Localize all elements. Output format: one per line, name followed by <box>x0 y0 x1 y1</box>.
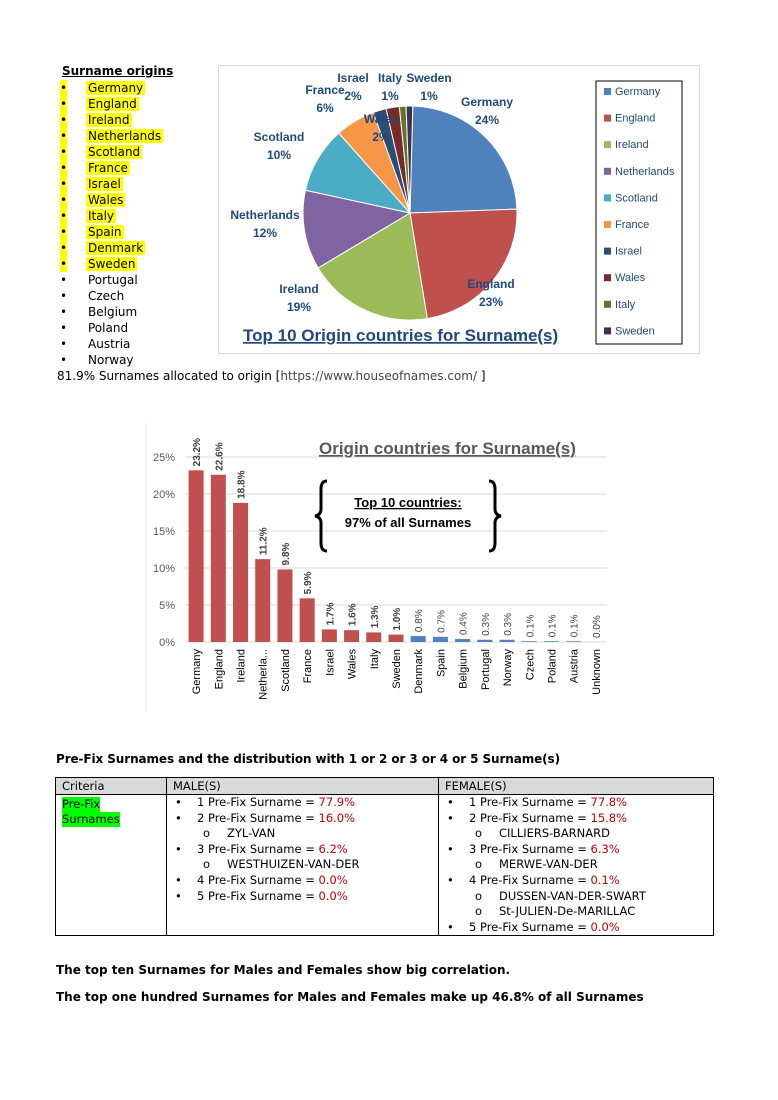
bar <box>233 503 248 642</box>
bullet-icon: • <box>60 193 68 207</box>
bullet-icon: • <box>447 795 454 809</box>
bar-data-label: 0.1% <box>547 614 559 638</box>
prefix-item-value: 0.0% <box>318 888 348 903</box>
pie-chart-title: Top 10 Origin countries for Surname(s) <box>243 326 559 345</box>
bullet-icon: • <box>60 241 68 255</box>
legend-entry: Italy <box>615 298 636 311</box>
prefix-item-text: 4 Pre-Fix Surname = <box>197 872 319 887</box>
x-tick-label: Sweden <box>391 649 403 689</box>
origin-item <box>58 240 163 256</box>
origin-item <box>58 352 163 368</box>
bar-data-label: 0.1% <box>569 614 581 638</box>
summary-top-ten: The top ten Surnames for Males and Females show big correlation. <box>56 963 511 977</box>
pie-data-label: Germany 24% <box>460 95 514 127</box>
bullet-icon: • <box>175 795 182 809</box>
origin-item-label: Israel <box>88 177 121 191</box>
y-tick-label: 0% <box>159 637 175 649</box>
prefix-example <box>175 826 438 842</box>
bar <box>366 632 381 642</box>
bar <box>300 598 315 642</box>
female-cell <box>439 795 714 936</box>
bar-data-label: 18.8% <box>236 470 248 499</box>
x-tick-label: Israel <box>324 649 337 676</box>
bullet-icon: • <box>175 872 182 887</box>
pie-data-label: France 6% <box>305 83 345 115</box>
male-header: MALE(S) <box>167 778 439 795</box>
prefix-item-text: 4 Pre-Fix Surname = <box>469 872 591 887</box>
prefix-item-text: 3 Pre-Fix Surname = <box>197 841 319 856</box>
prefix-example <box>447 857 713 873</box>
circle-bullet-icon: o <box>475 904 483 919</box>
origin-item <box>58 288 163 304</box>
prefix-item-value: 0.0% <box>590 919 620 934</box>
x-tick-label: Scotland <box>279 649 292 692</box>
summary-top-hundred: The top one hundred Surnames for Males and Females make up 46.8% of all Surnames <box>56 990 644 1004</box>
prefix-item-value: 6.2% <box>318 841 348 856</box>
prefix-item-text: 5 Pre-Fix Surname = <box>469 919 591 934</box>
left-brace <box>315 481 327 551</box>
prefix-example-text: CILLIERS-BARNARD <box>499 826 610 841</box>
origin-item-label: France <box>88 161 128 175</box>
origin-item-label: Czech <box>88 289 125 303</box>
bullet-icon: • <box>60 113 68 127</box>
legend-swatch <box>604 248 611 255</box>
pie-legend <box>596 81 682 344</box>
bar <box>411 636 426 642</box>
origin-item <box>58 208 163 224</box>
prefix-item-text: 2 Pre-Fix Surname = <box>469 810 591 825</box>
prefix-example-text: ZYL-VAN <box>227 826 276 841</box>
prefix-item <box>447 920 713 936</box>
legend-swatch <box>604 274 611 281</box>
origin-item-label: Wales <box>88 193 124 207</box>
bar-data-label: 11.2% <box>258 527 270 556</box>
bullet-icon: • <box>60 81 68 95</box>
prefix-item <box>175 873 438 889</box>
bar <box>477 640 492 642</box>
prefix-item-text: 5 Pre-Fix Surname = <box>197 888 319 903</box>
bar <box>389 635 404 642</box>
origin-item-label: Spain <box>88 225 122 239</box>
origin-item-label: Denmark <box>88 241 144 255</box>
pie-data-label: Italy 1% <box>377 71 403 103</box>
legend-entry: Wales <box>615 272 646 285</box>
origin-item <box>58 80 163 96</box>
origin-item <box>58 144 163 160</box>
bullet-icon: • <box>60 321 68 335</box>
bar <box>455 639 470 642</box>
bar-data-label: 9.8% <box>280 542 292 566</box>
legend-swatch <box>604 115 611 122</box>
pie-data-label: Israel 2% <box>337 71 369 103</box>
bullet-icon: • <box>447 919 454 934</box>
origin-item-label: Portugal <box>88 273 138 287</box>
bar-data-label: 1.0% <box>392 607 403 631</box>
bar-data-label: 22.6% <box>214 442 226 471</box>
prefix-item-value: 77.8% <box>590 795 628 809</box>
bar-data-label: 1.7% <box>325 602 337 626</box>
origin-item <box>58 192 163 208</box>
x-tick-label: Austria <box>568 649 581 684</box>
circle-bullet-icon: o <box>475 826 483 841</box>
x-tick-label: Norway <box>502 649 515 687</box>
bar-data-label: 0.8% <box>414 609 426 633</box>
y-tick-label: 15% <box>152 526 175 538</box>
x-tick-label: Poland <box>546 649 559 684</box>
bullet-icon: • <box>60 209 68 223</box>
x-tick-label: Wales <box>346 649 359 680</box>
prefix-item <box>447 811 713 827</box>
legend-swatch <box>604 168 611 175</box>
origin-item-label: Italy <box>88 209 115 223</box>
pie-data-label: Ireland 19% <box>279 282 319 314</box>
prefix-item <box>447 873 713 889</box>
female-header: FEMALE(S) <box>439 778 714 795</box>
prefix-item-value: 15.8% <box>590 810 628 825</box>
legend-entry: Sweden <box>615 325 655 338</box>
x-tick-label: England <box>213 649 226 690</box>
legend-swatch <box>604 327 611 334</box>
circle-bullet-icon: o <box>203 857 211 872</box>
origin-item-label: Germany <box>88 81 144 95</box>
bar-data-label: 0.1% <box>525 614 537 638</box>
pie-chart <box>219 66 699 353</box>
legend-swatch <box>604 301 611 308</box>
prefix-item-value: 77.9% <box>318 795 356 809</box>
pie-data-label: Wales 2% <box>363 112 399 144</box>
male-cell <box>167 795 439 936</box>
x-tick-label: Czech <box>524 649 537 681</box>
prefix-item <box>175 795 438 811</box>
pie-chart-box <box>218 65 700 354</box>
legend-entry: Netherlands <box>615 165 675 178</box>
x-tick-label: Portugal <box>479 649 492 690</box>
prefix-item <box>175 811 438 827</box>
bar-chart-box <box>145 423 609 711</box>
prefix-item-text: 1 Pre-Fix Surname = <box>197 795 319 809</box>
y-tick-label: 20% <box>152 489 175 501</box>
x-tick-label: Germany <box>191 649 204 695</box>
surname-origins-title: Surname origins <box>62 64 174 78</box>
bar-chart <box>145 423 609 711</box>
allocation-note-close: ] <box>477 369 486 383</box>
right-brace <box>489 481 501 551</box>
bullet-icon: • <box>447 810 454 825</box>
y-tick-label: 25% <box>152 452 175 464</box>
prefix-item <box>175 889 438 905</box>
origin-item-label: Austria <box>88 337 131 351</box>
prefix-item-value: 16.0% <box>318 810 356 825</box>
bullet-icon: • <box>60 129 68 143</box>
prefix-example-text: St-JULIEN-De-MARILLAC <box>499 904 636 919</box>
bullet-icon: • <box>60 305 68 319</box>
origin-item <box>58 256 163 272</box>
bullet-icon: • <box>60 273 68 287</box>
prefix-item <box>175 842 438 858</box>
x-tick-label: France <box>302 649 315 684</box>
legend-swatch <box>604 221 611 228</box>
prefix-heading: Pre-Fix Surnames and the distribution with 1 or 2 or 3 or 4 or 5 Surname(s) <box>56 752 560 766</box>
bar-data-label: 0.3% <box>480 612 492 636</box>
origin-item <box>58 112 163 128</box>
bullet-icon: • <box>60 337 68 351</box>
bullet-icon: • <box>447 872 454 887</box>
prefix-example <box>175 857 438 873</box>
bar <box>189 470 204 642</box>
legend-swatch <box>604 194 611 201</box>
bar-data-label: 0.4% <box>458 612 470 636</box>
bullet-icon: • <box>447 841 454 856</box>
prefix-item <box>447 795 713 811</box>
criteria-cell <box>56 795 167 936</box>
bar-annotation-line1: Top 10 countries: <box>354 495 462 510</box>
origin-item-label: Netherlands <box>88 129 162 143</box>
allocation-note <box>57 369 486 383</box>
origin-item-label: Norway <box>88 353 134 367</box>
origin-item <box>58 272 163 288</box>
prefix-item-value: 0.0% <box>318 872 348 887</box>
bar-annotation-line2: 97% of all Surnames <box>344 515 472 530</box>
legend-entry: France <box>615 219 650 231</box>
pie-slice <box>410 106 517 213</box>
bar <box>211 475 226 642</box>
legend-swatch <box>604 88 611 95</box>
y-tick-label: 10% <box>152 563 175 575</box>
prefix-table-header-row <box>56 778 714 795</box>
prefix-item-text: 1 Pre-Fix Surname = <box>469 795 591 809</box>
origin-item <box>58 304 163 320</box>
prefix-item-text: 3 Pre-Fix Surname = <box>469 841 591 856</box>
bullet-icon: • <box>175 888 182 903</box>
bar-chart-title: Origin countries for Surname(s) <box>319 439 576 458</box>
x-tick-label: Denmark <box>413 649 426 694</box>
bar-data-label: 0.0% <box>591 615 603 638</box>
x-tick-label: Netherla... <box>257 649 270 700</box>
pie-data-label: England 23% <box>467 277 515 309</box>
bullet-icon: • <box>60 177 68 191</box>
prefix-item <box>447 842 713 858</box>
legend-entry: Scotland <box>615 192 658 205</box>
prefix-item-value: 6.3% <box>590 841 620 856</box>
origin-item-label: Sweden <box>88 257 136 271</box>
x-tick-label: Italy <box>368 649 381 670</box>
bar-data-label: 23.2% <box>192 437 204 467</box>
x-tick-label: Belgium <box>457 649 470 689</box>
prefix-example-text: MERWE-VAN-DER <box>499 857 598 872</box>
x-tick-label: Ireland <box>235 649 248 683</box>
bullet-icon: • <box>175 810 182 825</box>
bar <box>277 569 292 642</box>
bullet-icon: • <box>60 225 68 239</box>
prefix-table-row <box>56 795 714 936</box>
bar-data-label: 1.3% <box>369 605 381 629</box>
bullet-icon: • <box>60 289 68 303</box>
prefix-example <box>447 826 713 842</box>
circle-bullet-icon: o <box>475 857 483 872</box>
bullet-icon: • <box>60 97 68 111</box>
bullet-icon: • <box>60 353 68 367</box>
circle-bullet-icon: o <box>475 888 483 903</box>
houseofnames-link[interactable]: https://www.houseofnames.com/ <box>280 369 478 383</box>
origin-item <box>58 224 163 240</box>
criteria-label-line1: Pre-Fix <box>62 797 101 811</box>
pie-data-label: Netherlands 12% <box>230 208 300 240</box>
origin-item <box>58 160 163 176</box>
female-prefix-list <box>439 795 713 935</box>
bar <box>500 640 515 642</box>
prefix-example-text: WESTHUIZEN-VAN-DER <box>227 857 360 872</box>
y-tick-label: 5% <box>159 600 175 612</box>
prefix-example-text: DUSSEN-VAN-DER-SWART <box>499 888 646 903</box>
origin-item <box>58 128 163 144</box>
pie-data-label: Scotland 10% <box>253 130 305 162</box>
prefix-table <box>55 777 714 936</box>
bar <box>322 629 337 642</box>
bar-data-label: 1.6% <box>347 603 359 627</box>
origin-item-label: England <box>88 97 137 111</box>
origin-item <box>58 96 163 112</box>
prefix-example <box>447 889 713 905</box>
prefix-example <box>447 904 713 920</box>
bar-data-label: 0.3% <box>503 612 515 636</box>
origin-item-label: Poland <box>88 321 129 335</box>
bar <box>566 641 581 642</box>
circle-bullet-icon: o <box>203 826 211 841</box>
bullet-icon: • <box>175 841 182 856</box>
origin-item-label: Scotland <box>88 145 141 159</box>
origin-item <box>58 176 163 192</box>
origin-item-label: Ireland <box>88 113 130 127</box>
allocation-note-text: 81.9% Surnames allocated to origin [ <box>57 369 281 383</box>
origin-item <box>58 320 163 336</box>
bullet-icon: • <box>60 257 68 271</box>
bar <box>433 637 448 642</box>
criteria-label-line2: Surnames <box>62 812 120 826</box>
bar <box>255 559 270 642</box>
origin-item-label: Belgium <box>88 305 138 319</box>
pie-data-label: Sweden 1% <box>406 71 452 103</box>
bullet-icon: • <box>60 161 68 175</box>
bar-data-label: 0.7% <box>436 610 448 633</box>
bullet-icon: • <box>60 145 68 159</box>
legend-entry: Israel <box>615 245 642 258</box>
legend-entry: Germany <box>615 86 661 98</box>
surname-origins-list <box>58 80 163 368</box>
origin-item <box>58 336 163 352</box>
male-prefix-list <box>167 795 438 904</box>
bar <box>544 641 559 642</box>
bar <box>344 630 359 642</box>
bar <box>522 641 537 642</box>
x-tick-label: Spain <box>435 649 448 678</box>
x-tick-label: Unknown <box>590 649 603 695</box>
bar-data-label: 5.9% <box>303 571 315 595</box>
prefix-item-value: 0.1% <box>590 872 620 887</box>
criteria-header: Criteria <box>56 778 167 795</box>
legend-entry: England <box>615 112 656 125</box>
legend-swatch <box>604 141 611 148</box>
legend-entry: Ireland <box>615 139 649 152</box>
prefix-item-text: 2 Pre-Fix Surname = <box>197 810 319 825</box>
